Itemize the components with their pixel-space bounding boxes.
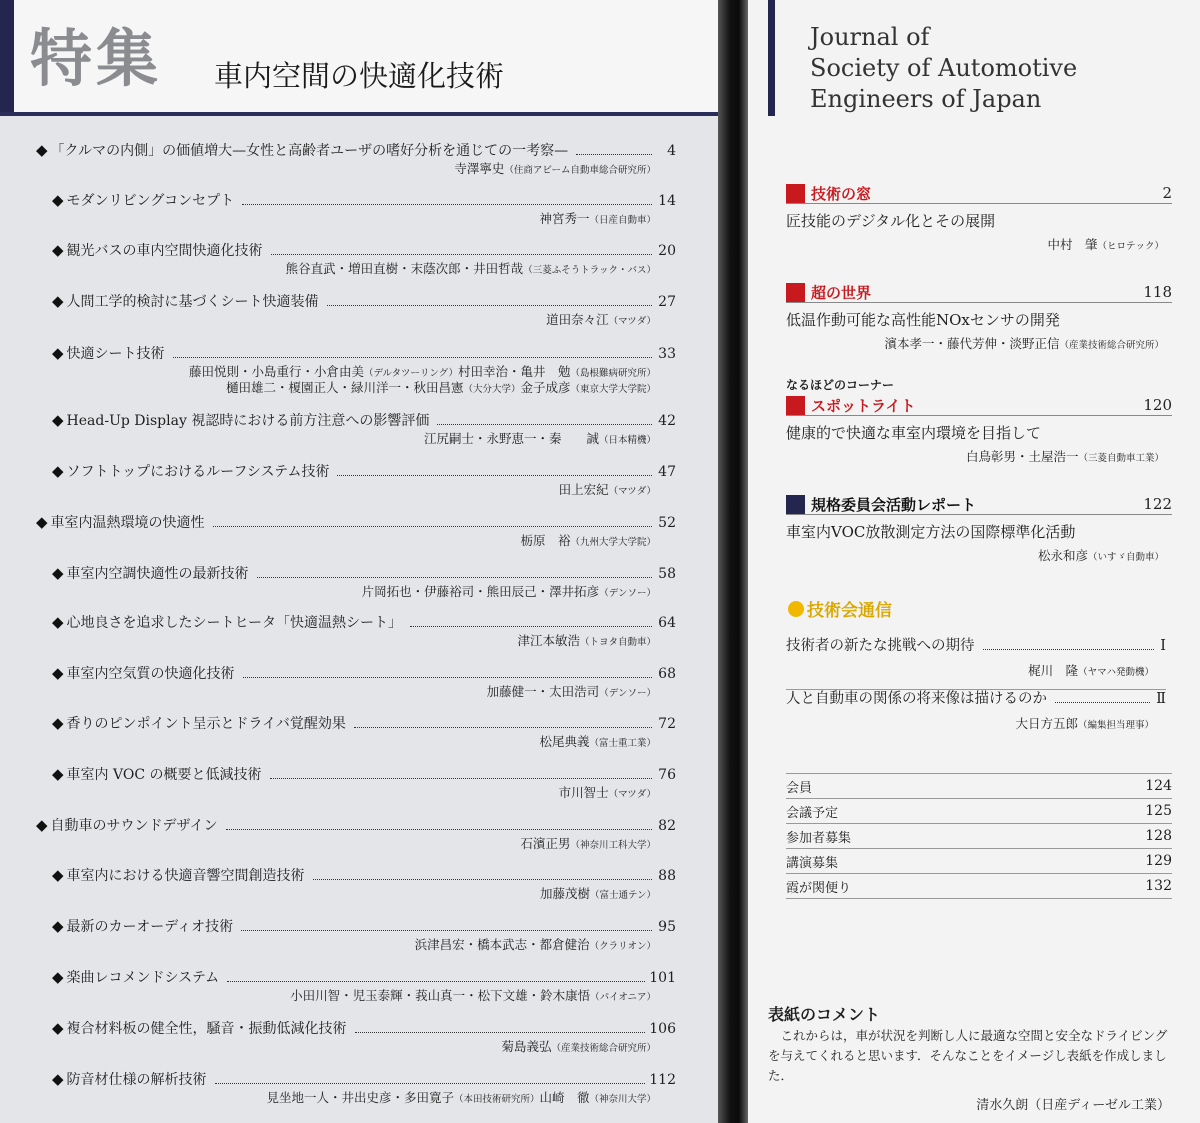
misc-item-label: 講演募集	[786, 855, 839, 871]
misc-list-item[interactable]	[786, 874, 1172, 899]
author-names: 白鳥彰男・土屋浩一	[965, 449, 1079, 464]
dot-leader	[241, 930, 652, 931]
author-affiliation: （マツダ）	[608, 316, 656, 327]
toc-entry-page: 27	[658, 294, 676, 310]
toc-entry-page: 4	[667, 143, 676, 159]
toc-entry-title-line	[52, 564, 676, 583]
page-gutter	[718, 0, 748, 1123]
diamond-bullet-icon: ◆	[52, 866, 64, 884]
misc-item-label: 会議予定	[786, 805, 839, 821]
diamond-bullet-icon: ◆	[52, 191, 64, 209]
toc-entry-authors	[286, 261, 656, 279]
misc-item-page: 132	[1145, 878, 1172, 894]
toc-entry-title: モダンリビングコンセプト	[66, 193, 235, 209]
toc-entry-title-line	[52, 1019, 676, 1038]
section-header	[786, 494, 1172, 515]
toc-entry-page: 52	[658, 515, 676, 531]
header-accent-bar	[0, 0, 14, 112]
toc-entry-page: 47	[658, 464, 676, 480]
author-affiliation: （産業技術総合研究所）	[551, 1043, 656, 1054]
dot-leader	[226, 829, 652, 830]
toc-entry-page: 33	[658, 346, 676, 362]
toc-entry-title: 車室内空気質の快適化技術	[66, 666, 235, 682]
square-marker-icon	[786, 495, 805, 514]
toc-entry-title-line	[52, 1070, 676, 1089]
kaigi-header-label: 技術会通信	[807, 601, 892, 621]
section-name: スポットライト	[811, 396, 916, 415]
diamond-bullet-icon: ◆	[52, 714, 64, 732]
diamond-bullet-icon: ◆	[52, 411, 64, 429]
toc-entry-page: 101	[649, 970, 676, 986]
author-affiliation: （九州大学大学院）	[570, 537, 656, 548]
square-marker-icon	[786, 283, 805, 302]
toc-entry-page: 106	[649, 1021, 676, 1037]
toc-entry-title: 車室内における快適音響空間創造技術	[66, 868, 305, 884]
author-names: 市川智士	[558, 785, 609, 800]
diamond-bullet-icon: ◆	[52, 968, 64, 986]
toc-entry-page: 58	[658, 566, 676, 582]
toc-entry-authors	[415, 937, 656, 955]
toc-entry-title-line	[36, 513, 676, 532]
author-affiliation: （パイオニア）	[590, 992, 656, 1003]
toc-entry-page: 72	[658, 716, 676, 732]
author-affiliation: （ヤマハ発動機）	[1078, 667, 1154, 678]
section-authors	[786, 447, 1164, 465]
author-names: 神宮秀一	[539, 211, 590, 226]
toc-entry-authors	[520, 836, 656, 854]
toc-entry-authors	[290, 988, 656, 1006]
dot-leader	[313, 879, 652, 880]
author-affiliation: （編集担当理事）	[1077, 720, 1154, 731]
author-affiliation: （日産自動車）	[589, 215, 656, 226]
author-names: 小田川智・児玉泰輝・莪山真一・松下文雄・鈴木康悟	[290, 988, 591, 1003]
dot-leader	[215, 1083, 646, 1084]
column-section[interactable]	[786, 376, 1172, 465]
kaigi-item-title: 人と自動車の関係の将来像は描けるのか	[786, 691, 1047, 707]
journal-title-line: Journal of	[810, 23, 930, 51]
section-header	[786, 282, 1172, 303]
toc-entry-title-line	[52, 411, 676, 430]
diamond-bullet-icon: ◆	[52, 664, 64, 682]
toc-entry-title-line	[52, 714, 676, 733]
dot-leader	[576, 154, 652, 155]
feature-header	[0, 0, 718, 116]
misc-item-page: 128	[1145, 828, 1172, 844]
toc-entry-authors	[539, 211, 656, 229]
circle-icon	[788, 601, 804, 617]
kaigi-item-title-line	[786, 687, 1166, 708]
toc-entry-title: 複合材料板の健全性，騒音・振動低減化技術	[66, 1021, 347, 1037]
toc-entry-title: ソフトトップにおけるルーフシステム技術	[66, 464, 330, 480]
toc-entry-page: 64	[658, 615, 676, 631]
author-affiliation: （ヒロテック）	[1097, 241, 1164, 252]
section-header	[786, 395, 1172, 416]
section-name: 規格委員会活動レポート	[811, 495, 977, 514]
toc-entry-authors	[362, 584, 656, 602]
dot-leader	[257, 577, 652, 578]
toc-entry-title: 車室内温熱環境の快適性	[50, 515, 205, 531]
toc-entry-title-line	[52, 866, 676, 885]
author-names: 江尻嗣士・永野恵一・秦 誠	[423, 431, 599, 446]
author-affiliation: （大分大学）	[463, 384, 521, 395]
author-names: 藤田悦則・小島重行・小倉由美	[188, 364, 364, 379]
diamond-bullet-icon: ◆	[52, 613, 64, 631]
misc-list-item[interactable]	[786, 849, 1172, 874]
author-affiliation: （三菱自動車工業）	[1078, 453, 1164, 464]
author-affiliation: （デンソー）	[599, 588, 656, 599]
misc-item-page: 129	[1145, 853, 1172, 869]
toc-entry[interactable]	[0, 765, 718, 813]
cover-comment-text: これからは，車が状況を判断し人に最適な空間と安全なドライビングを与えてくれると思います．そんなことをイメージし表紙を作成しました．	[768, 1028, 1168, 1083]
diamond-bullet-icon: ◆	[52, 462, 64, 480]
kaigi-item-authors	[786, 661, 1154, 679]
toc-entry[interactable]	[0, 141, 718, 189]
feature-title: 車内空間の快適化技術	[214, 59, 505, 93]
toc-entry[interactable]	[0, 1070, 718, 1118]
toc-entry[interactable]	[0, 613, 718, 661]
author-names: 村田幸治・亀井 勉	[457, 364, 571, 379]
toc-entry[interactable]	[0, 462, 718, 510]
toc-entry-title-line	[52, 613, 676, 632]
author-names: 熊谷直武・増田直樹・末蔭次郎・井田哲哉	[285, 261, 524, 276]
toc-entry-authors	[501, 1039, 656, 1057]
dot-leader	[337, 475, 652, 476]
dot-leader	[354, 727, 652, 728]
author-affiliation: （富士重工業）	[589, 738, 656, 749]
author-names: 樋田雄二・榎園正人・緑川洋一・秋田昌憲	[225, 380, 464, 395]
dot-leader	[227, 981, 645, 982]
section-preheading: なるほどのコーナー	[786, 378, 895, 392]
author-affiliation: （デンソー）	[599, 688, 656, 699]
toc-entry[interactable]	[0, 866, 718, 914]
section-name: 超の世界	[811, 283, 872, 302]
journal-accent-bar	[768, 0, 775, 116]
misc-list-item[interactable]	[786, 799, 1172, 824]
author-affiliation: （デルタツーリング）	[364, 368, 458, 379]
toc-entry-title: Head-Up Display 視認時における前方注意への影響評価	[66, 413, 430, 429]
square-marker-icon	[786, 396, 805, 415]
toc-entry-title-line	[52, 191, 676, 210]
toc-entry-title-line	[52, 462, 676, 481]
toc-entry[interactable]	[0, 411, 718, 459]
toc-entry-title-line	[36, 141, 676, 160]
toc-entry-title: 香りのピンポイント呈示とドライバ覚醒効果	[66, 716, 346, 732]
column-section[interactable]	[786, 183, 1172, 253]
diamond-bullet-icon: ◆	[52, 344, 64, 362]
author-affiliation: （三菱ふそうトラック・バス）	[523, 265, 656, 276]
section-article-title: 車室内VOC放散測定方法の国際標準化活動	[786, 523, 1076, 541]
toc-entry[interactable]	[0, 191, 718, 239]
toc-entry-authors	[487, 684, 656, 702]
toc-entry-title-line	[52, 292, 676, 311]
diamond-bullet-icon: ◆	[52, 1070, 64, 1088]
cover-comment-author: 清水久朗（日産ディーゼル工業）	[976, 1098, 1170, 1113]
section-article-title: 健康的で快適な車室内環境を目指して	[786, 424, 1042, 442]
toc-entry[interactable]	[0, 1019, 718, 1067]
section-article-title: 低温作動可能な高性能NOxセンサの開発	[786, 311, 1060, 329]
toc-entry[interactable]	[0, 241, 718, 289]
author-names: 大日方五郎	[1015, 716, 1078, 731]
section-article-title: 匠技能のデジタル化とその展開	[786, 212, 996, 230]
author-affiliation: （いすゞ自動車）	[1087, 552, 1164, 563]
diamond-bullet-icon: ◆	[52, 241, 64, 259]
toc-entry-title: 「クルマの内側」の価値増大—女性と高齢者ユーザの嗜好分析を通じての一考察—	[50, 143, 569, 159]
toc-entry-page: 95	[658, 919, 676, 935]
section-page: 120	[1143, 396, 1172, 414]
misc-list	[786, 773, 1172, 899]
misc-item-label: 会員	[786, 780, 813, 796]
author-affiliation: （本田技術研究所）	[453, 1094, 540, 1105]
toc-entry-title-line	[52, 968, 676, 987]
diamond-bullet-icon: ◆	[52, 1019, 64, 1037]
author-names: 寺澤寧史	[454, 161, 505, 176]
toc-entry-authors	[454, 161, 656, 179]
toc-entry-authors	[559, 482, 656, 500]
cover-comment-header: 表紙のコメント	[768, 1005, 881, 1024]
author-names: 梶川 隆	[1028, 663, 1079, 678]
toc-entry-title: 快適シート技術	[66, 346, 165, 362]
author-names: 浜津昌宏・橋本武志・都倉健治	[414, 937, 590, 952]
section-page: 122	[1143, 495, 1172, 513]
misc-list-item[interactable]	[786, 774, 1172, 799]
dot-leader	[327, 305, 652, 306]
diamond-bullet-icon: ◆	[52, 564, 64, 582]
toc-entry-page: 20	[658, 243, 676, 259]
toc-entry-title: 自動車のサウンドデザイン	[50, 818, 218, 834]
toc-entry[interactable]	[0, 917, 718, 965]
toc-entry-page: 88	[658, 868, 676, 884]
diamond-bullet-icon: ◆	[36, 816, 48, 834]
author-names: 道田奈々江	[546, 312, 609, 327]
author-affiliation: （住商アビーム自動車総合研究所）	[504, 165, 656, 176]
misc-item-page: 124	[1145, 778, 1172, 794]
author-names: 金子成彦	[520, 380, 571, 395]
author-names: 松尾典義	[539, 734, 590, 749]
journal-title	[810, 22, 1077, 115]
toc-entry[interactable]	[0, 344, 718, 395]
kaigi-item-title: 技術者の新たな挑戦への期待	[786, 638, 975, 654]
section-authors	[786, 546, 1164, 564]
toc-entry-title: 車室内空調快適性の最新技術	[66, 566, 249, 582]
toc-entry-title: 最新のカーオーディオ技術	[66, 919, 234, 935]
author-names: 田上宏紀	[558, 482, 609, 497]
kaigi-item[interactable]	[786, 687, 1166, 732]
toc-entry-title: 車室内 VOC の概要と低減技術	[66, 767, 262, 783]
author-names: 菊島義弘	[501, 1039, 552, 1054]
dot-leader	[437, 424, 652, 425]
author-names: 中村 肇	[1047, 237, 1098, 252]
toc-entry[interactable]	[0, 513, 718, 561]
toc-entry-title: 観光バスの車内空間快適化技術	[66, 243, 263, 259]
misc-item-page: 125	[1145, 803, 1172, 819]
toc-entry-title: 人間工学的検討に基づくシート快適装備	[66, 294, 319, 310]
author-names: 濱本孝一・藤代芳伸・淡野正信	[884, 336, 1060, 351]
toc-entry-authors	[266, 1090, 656, 1108]
kaigi-item-page: Ⅱ	[1156, 691, 1166, 707]
dot-leader	[1055, 702, 1150, 703]
author-names: 栃原 裕	[520, 533, 571, 548]
kaigi-item[interactable]	[786, 634, 1166, 690]
toc-entry-title-line	[52, 241, 676, 260]
author-affiliation: （トヨタ自動車）	[579, 637, 656, 648]
dot-leader	[983, 649, 1155, 650]
kaigi-header	[788, 596, 892, 621]
author-affiliation: （産業技術総合研究所）	[1059, 340, 1164, 351]
author-names: 松永和彦	[1037, 548, 1088, 563]
right-page	[748, 0, 1200, 1123]
diamond-bullet-icon: ◆	[52, 765, 64, 783]
author-affiliation: （東京大学大学院）	[570, 384, 656, 395]
toc-entry-title-line	[36, 816, 676, 835]
misc-item-label: 霞が関便り	[786, 880, 852, 896]
dot-leader	[173, 357, 652, 358]
kaigi-item-authors	[786, 714, 1154, 732]
toc-entry[interactable]	[0, 968, 718, 1016]
section-header	[786, 183, 1172, 204]
dot-leader	[270, 778, 652, 779]
dot-leader	[355, 1032, 646, 1033]
author-affiliation: （クラリオン）	[589, 941, 656, 952]
section-authors	[786, 334, 1164, 352]
author-affiliation: （島根難病研究所）	[570, 368, 656, 379]
toc-entry-title: 心地良さを追求したシートヒータ「快適温熱シート」	[66, 615, 402, 631]
author-names: 津江本敏浩	[517, 633, 580, 648]
toc-entry-authors	[540, 886, 656, 904]
diamond-bullet-icon: ◆	[52, 917, 64, 935]
toc-entry[interactable]	[0, 816, 718, 864]
toc-entry-authors	[517, 633, 656, 651]
toc-entry-title-line	[52, 664, 676, 683]
author-names: 山崎 徹	[539, 1090, 590, 1105]
diamond-bullet-icon: ◆	[52, 292, 64, 310]
toc-entry-page: 14	[658, 193, 676, 209]
author-affiliation: （日本精機）	[598, 435, 656, 446]
author-names: 石濱正男	[520, 836, 571, 851]
diamond-bullet-icon: ◆	[36, 141, 48, 159]
toc-entry-authors	[520, 533, 656, 551]
section-page: 2	[1162, 184, 1172, 202]
journal-title-line: Society of Automotive	[810, 54, 1078, 82]
section-page: 118	[1143, 283, 1172, 301]
dot-leader	[410, 626, 652, 627]
author-affiliation: （神奈川大学）	[589, 1094, 656, 1105]
kaigi-item-title-line	[786, 634, 1166, 655]
toc-entry-authors	[559, 785, 656, 803]
feature-label: 特集	[30, 22, 163, 95]
toc-entry[interactable]	[0, 664, 718, 712]
dot-leader	[242, 204, 652, 205]
toc-entry-authors	[546, 312, 656, 330]
misc-item-label: 参加者募集	[786, 830, 852, 846]
journal-title-line: Engineers of Japan	[810, 85, 1042, 113]
author-names: 加藤健一・太田浩司	[486, 684, 600, 699]
toc-entry-title-line	[52, 344, 676, 363]
misc-list-item[interactable]	[786, 824, 1172, 849]
section-name: 技術の窓	[811, 184, 872, 203]
toc-entry-page: 42	[658, 413, 676, 429]
dot-leader	[271, 254, 652, 255]
column-section[interactable]	[786, 282, 1172, 352]
author-affiliation: （マツダ）	[608, 789, 656, 800]
author-names: 片岡拓也・伊藤裕司・熊田辰己・澤井拓彦	[361, 584, 600, 599]
toc-entry-title-line	[52, 917, 676, 936]
toc-entry[interactable]	[0, 292, 718, 340]
author-names: 加藤茂樹	[539, 886, 590, 901]
toc-entry-page: 76	[658, 767, 676, 783]
dot-leader	[213, 526, 652, 527]
toc-entry-authors	[539, 734, 656, 752]
toc-entry-authors	[424, 431, 656, 449]
toc-entry-page: 68	[658, 666, 676, 682]
author-affiliation: （富士通テン）	[589, 890, 656, 901]
column-section[interactable]	[786, 494, 1172, 564]
toc-entry-title: 防音材仕様の解析技術	[66, 1072, 207, 1088]
toc-entry[interactable]	[0, 564, 718, 612]
toc-entry-page: 112	[649, 1072, 676, 1088]
kaigi-item-page: Ⅰ	[1160, 638, 1166, 654]
author-affiliation: （神奈川工科大学）	[570, 840, 656, 851]
author-affiliation: （マツダ）	[608, 486, 656, 497]
toc-entry-page: 82	[658, 818, 676, 834]
toc-entry-title: 楽曲レコメンドシステム	[66, 970, 220, 986]
author-names: 見坐地一人・井出史彦・多田寛子	[266, 1090, 454, 1105]
dot-leader	[243, 677, 652, 678]
section-authors	[786, 235, 1164, 253]
diamond-bullet-icon: ◆	[36, 513, 48, 531]
square-marker-icon	[786, 184, 805, 203]
toc-entry[interactable]	[0, 714, 718, 762]
toc-entry-title-line	[52, 765, 676, 784]
toc-entry-authors-second-line	[226, 380, 656, 398]
